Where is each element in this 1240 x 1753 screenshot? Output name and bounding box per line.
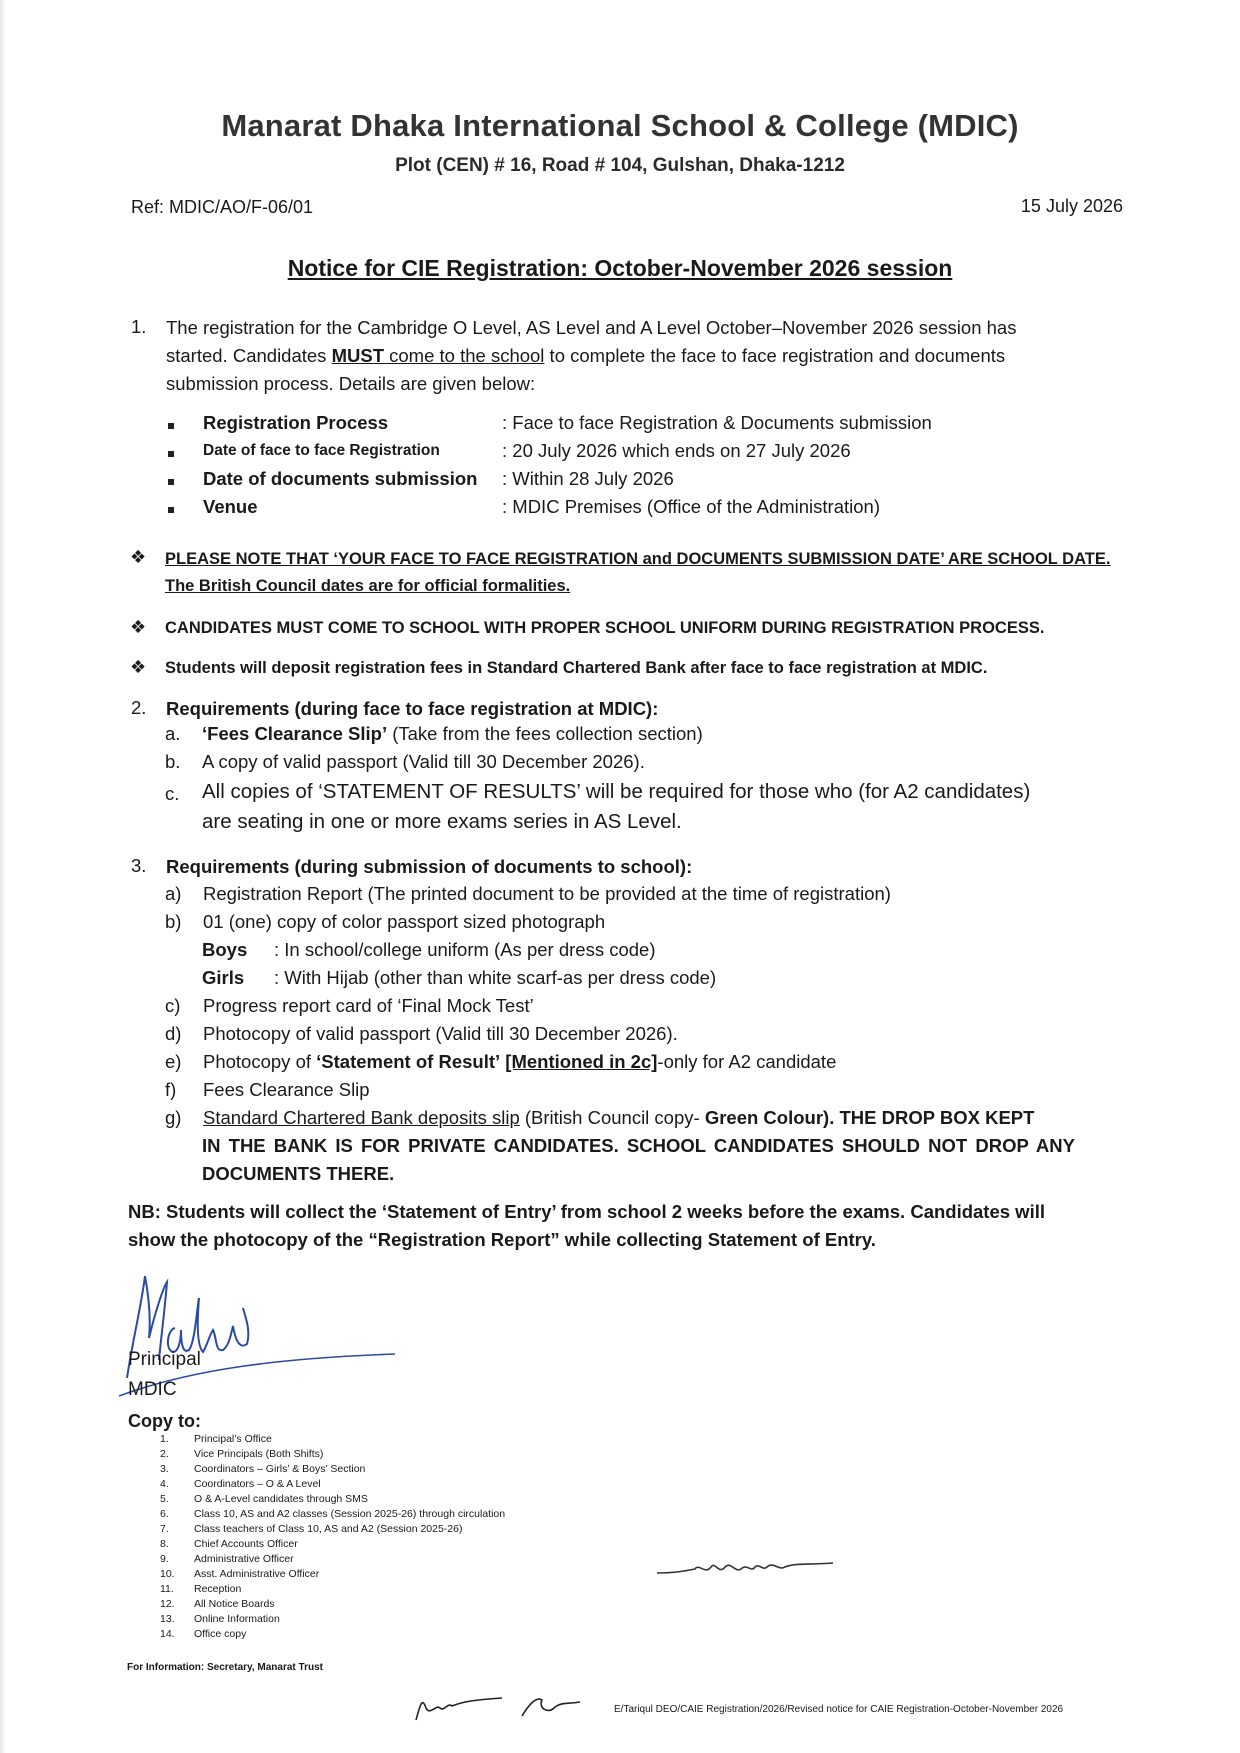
req-3a-label: a) bbox=[165, 883, 182, 904]
req-2a-label: a. bbox=[165, 723, 181, 744]
school-address: Plot (CEN) # 16, Road # 104, Gulshan, Dhaka-1212 bbox=[395, 155, 845, 176]
copy-to-item bbox=[160, 1447, 505, 1462]
copy-to-item-number: 6. bbox=[160, 1508, 169, 1520]
para-1-line-3: submission process. Details are given below: bbox=[166, 373, 536, 394]
details-item bbox=[0, 496, 1240, 524]
details-item bbox=[0, 468, 1240, 496]
nb-line-2: show the photocopy of the “Registration Report” while collecting Statement of Entry. bbox=[128, 1229, 876, 1250]
boys-text: : In school/college uniform (As per dress code) bbox=[274, 939, 656, 960]
para-1-line-2 bbox=[166, 342, 1126, 370]
copy-to-item-number: 1. bbox=[160, 1433, 169, 1445]
copy-to-item-number: 5. bbox=[160, 1493, 169, 1505]
copy-to-item bbox=[160, 1522, 505, 1537]
copy-to-item bbox=[160, 1462, 505, 1477]
nb-line-1: NB: Students will collect the ‘Statement of Entry’ from school 2 weeks before the exams. Candidates will bbox=[128, 1201, 1045, 1222]
details-item bbox=[0, 440, 1240, 468]
notice-heading: Notice for CIE Registration: October-November 2026 session bbox=[287, 255, 953, 281]
copy-to-item-number: 9. bbox=[160, 1553, 169, 1565]
copy-to-item-text: Office copy bbox=[194, 1628, 247, 1640]
copy-to-item-number: 13. bbox=[160, 1613, 175, 1625]
details-list bbox=[0, 412, 1240, 524]
copy-to-item bbox=[160, 1537, 505, 1552]
nb-note bbox=[128, 1198, 1045, 1254]
copy-to-item bbox=[160, 1627, 505, 1642]
req-3e-text bbox=[203, 1051, 836, 1073]
diamond-bullet-icon: ❖ bbox=[130, 657, 147, 677]
girls-label: Girls bbox=[202, 967, 245, 988]
notice-date: 15 July 2026 bbox=[1020, 196, 1123, 216]
note-1-line-1: PLEASE NOTE THAT ‘YOUR FACE TO FACE REGISTRATION and DOCUMENTS SUBMISSION DATE’ ARE SCHOOL DATE. bbox=[165, 550, 1111, 568]
square-bullet-icon bbox=[168, 479, 174, 485]
note-1-line-2: The British Council dates are for official formalities. bbox=[165, 577, 571, 595]
handwritten-initials-footer-icon bbox=[412, 1686, 582, 1726]
req-2c-text: All copies of ‘STATEMENT OF RESULTS’ will be required for those who (for A2 candidates) bbox=[202, 780, 1031, 803]
green-colour-bold: Green Colour bbox=[704, 1107, 824, 1128]
para-2-number: 2. bbox=[131, 697, 147, 718]
req-3c-text: Progress report card of ‘Final Mock Test’ bbox=[203, 995, 534, 1016]
fees-clearance-slip-bold: ‘Fees Clearance Slip’ bbox=[202, 723, 388, 744]
para-2-title: Requirements (during face to face registration at MDIC): bbox=[166, 698, 659, 719]
para-1 bbox=[166, 314, 1126, 398]
copy-to-item-text: Class teachers of Class 10, AS and A2 (Session 2025-26) bbox=[194, 1523, 463, 1535]
copy-to-item-number: 7. bbox=[160, 1523, 169, 1535]
copy-to-item-text: Class 10, AS and A2 classes (Session 2025-26) through circulation bbox=[194, 1508, 506, 1520]
diamond-bullet-icon: ❖ bbox=[130, 547, 147, 567]
req-2b-label: b. bbox=[165, 751, 181, 772]
note-uniform: CANDIDATES MUST COME TO SCHOOL WITH PROPER SCHOOL UNIFORM DURING REGISTRATION PROCESS. bbox=[165, 619, 1045, 637]
footer-information: For Information: Secretary, Manarat Trust bbox=[127, 1662, 323, 1673]
mentioned-in-2c-reference: [Mentioned in 2c] bbox=[505, 1051, 658, 1072]
req-3c-label: c) bbox=[165, 995, 181, 1016]
req-2c-line-2: are seating in one or more exams series in AS Level. bbox=[202, 810, 682, 833]
para-1-text-end: to complete the face to face registration and documents bbox=[544, 345, 1006, 366]
copy-to-item bbox=[160, 1597, 505, 1612]
copy-to-item-text: Vice Principals (Both Shifts) bbox=[194, 1448, 324, 1460]
copy-to-heading: Copy to: bbox=[128, 1411, 201, 1431]
square-bullet-icon bbox=[168, 423, 174, 429]
req-3f-text: Fees Clearance Slip bbox=[203, 1079, 370, 1100]
note-bank-deposit: Students will deposit registration fees in Standard Chartered Bank after face to face registration at MDIC. bbox=[165, 659, 988, 677]
copy-to-item bbox=[160, 1582, 505, 1597]
req-2a-text bbox=[202, 723, 703, 745]
statement-of-result-bold: ‘Statement of Result’ bbox=[316, 1051, 501, 1072]
boys-label: Boys bbox=[202, 939, 248, 960]
copy-to-item-number: 14. bbox=[160, 1628, 175, 1640]
square-bullet-icon bbox=[168, 451, 174, 457]
para-3-title: Requirements (during submission of documents to school): bbox=[166, 856, 693, 877]
must-emphasis: MUST bbox=[331, 345, 384, 366]
copy-to-item bbox=[160, 1477, 505, 1492]
copy-to-item bbox=[160, 1552, 505, 1567]
copy-to-item-number: 11. bbox=[160, 1583, 174, 1595]
handwritten-initials-icon bbox=[655, 1555, 835, 1585]
para-1-text: started. Candidates bbox=[166, 345, 332, 366]
copy-to-item bbox=[160, 1492, 505, 1507]
copy-to-item-number: 2. bbox=[160, 1448, 169, 1460]
come-to-school-underlined: come to the school bbox=[384, 345, 545, 366]
school-name: Manarat Dhaka International School & College (MDIC) bbox=[221, 108, 1019, 143]
para-3-number: 3. bbox=[131, 855, 147, 876]
req-3e-text-end: -only for A2 candidate bbox=[657, 1051, 837, 1072]
diamond-bullet-icon: ❖ bbox=[130, 617, 147, 637]
copy-to-item-text: Coordinators – O & A Level bbox=[194, 1478, 321, 1490]
details-value: : MDIC Premises (Office of the Administration) bbox=[502, 496, 880, 517]
copy-to-item-text: Principal’s Office bbox=[194, 1433, 272, 1445]
girls-text: : With Hijab (other than white scarf-as per dress code) bbox=[274, 967, 717, 988]
signature-org: MDIC bbox=[128, 1379, 177, 1400]
details-value: : Within 28 July 2026 bbox=[502, 468, 674, 489]
para-1-number: 1. bbox=[131, 316, 147, 337]
reference-number: Ref: MDIC/AO/F-06/01 bbox=[131, 197, 314, 217]
req-2c-label: c. bbox=[165, 783, 180, 804]
req-3d-text: Photocopy of valid passport (Valid till 30 December 2026). bbox=[203, 1023, 678, 1044]
copy-to-item-text: Asst. Administrative Officer bbox=[194, 1568, 320, 1580]
bank-deposit-slip-underlined: Standard Chartered Bank deposits slip bbox=[203, 1107, 520, 1128]
copy-to-item-number: 10. bbox=[160, 1568, 175, 1580]
details-item bbox=[0, 412, 1240, 440]
req-2b-text: A copy of valid passport (Valid till 30 December 2026). bbox=[202, 751, 645, 772]
note-school-date bbox=[165, 546, 1110, 600]
details-label: Registration Process bbox=[203, 412, 389, 433]
req-2a-rest: (Take from the fees collection section) bbox=[387, 723, 703, 744]
req-3d-label: d) bbox=[165, 1023, 182, 1044]
copy-to-item bbox=[160, 1432, 505, 1447]
req-3g-line-3: DOCUMENTS THERE. bbox=[202, 1163, 395, 1184]
req-3e-label: e) bbox=[165, 1051, 182, 1072]
req-3g-text-b: ). THE DROP BOX KEPT bbox=[823, 1107, 1035, 1128]
square-bullet-icon bbox=[168, 507, 174, 513]
copy-to-item-text: Administrative Officer bbox=[194, 1553, 294, 1565]
copy-to-item bbox=[160, 1567, 505, 1582]
details-label: Venue bbox=[203, 496, 258, 517]
footer-file-path: E/Tariqul DEO/CAIE Registration/2026/Revised notice for CAIE Registration-October-November 2026 bbox=[614, 1704, 1064, 1715]
copy-to-item-number: 3. bbox=[160, 1463, 169, 1475]
copy-to-list bbox=[160, 1432, 505, 1642]
details-label: Date of documents submission bbox=[203, 468, 478, 489]
req-3b-label: b) bbox=[165, 911, 182, 932]
req-3b-text: 01 (one) copy of color passport sized photograph bbox=[203, 911, 606, 932]
signature-title: Principal bbox=[128, 1349, 201, 1370]
details-value: : 20 July 2026 which ends on 27 July 2026 bbox=[502, 440, 851, 461]
copy-to-item-number: 8. bbox=[160, 1538, 169, 1550]
copy-to-item-text: Coordinators – Girls’ & Boys’ Section bbox=[194, 1463, 366, 1475]
req-3g-label: g) bbox=[165, 1107, 182, 1128]
copy-to-item-text: Chief Accounts Officer bbox=[194, 1538, 298, 1550]
req-3a-text: Registration Report (The printed document to be provided at the time of registration) bbox=[203, 883, 891, 904]
copy-to-item bbox=[160, 1612, 505, 1627]
para-1-line-1: The registration for the Cambridge O Level, AS Level and A Level October–November 2026 session has bbox=[166, 317, 1017, 338]
req-3f-label: f) bbox=[165, 1079, 177, 1100]
copy-to-item bbox=[160, 1507, 505, 1522]
copy-to-item-text: All Notice Boards bbox=[194, 1598, 275, 1610]
req-3g-line-1 bbox=[203, 1107, 1034, 1129]
copy-to-item-text: Online Information bbox=[194, 1613, 280, 1625]
req-3e-text-start: Photocopy of bbox=[203, 1051, 317, 1072]
req-3g-text-a: (British Council copy- bbox=[519, 1107, 705, 1128]
copy-to-item-number: 12. bbox=[160, 1598, 175, 1610]
copy-to-item-text: Reception bbox=[194, 1583, 242, 1595]
details-value: : Face to face Registration & Documents submission bbox=[502, 412, 932, 433]
copy-to-item-number: 4. bbox=[160, 1478, 169, 1490]
req-3g-line-2: IN THE BANK IS FOR PRIVATE CANDIDATES. SCHOOL CANDIDATES SHOULD NOT DROP ANY bbox=[202, 1135, 1075, 1156]
details-label: Date of face to face Registration bbox=[203, 442, 440, 459]
copy-to-item-text: O & A-Level candidates through SMS bbox=[194, 1493, 368, 1505]
